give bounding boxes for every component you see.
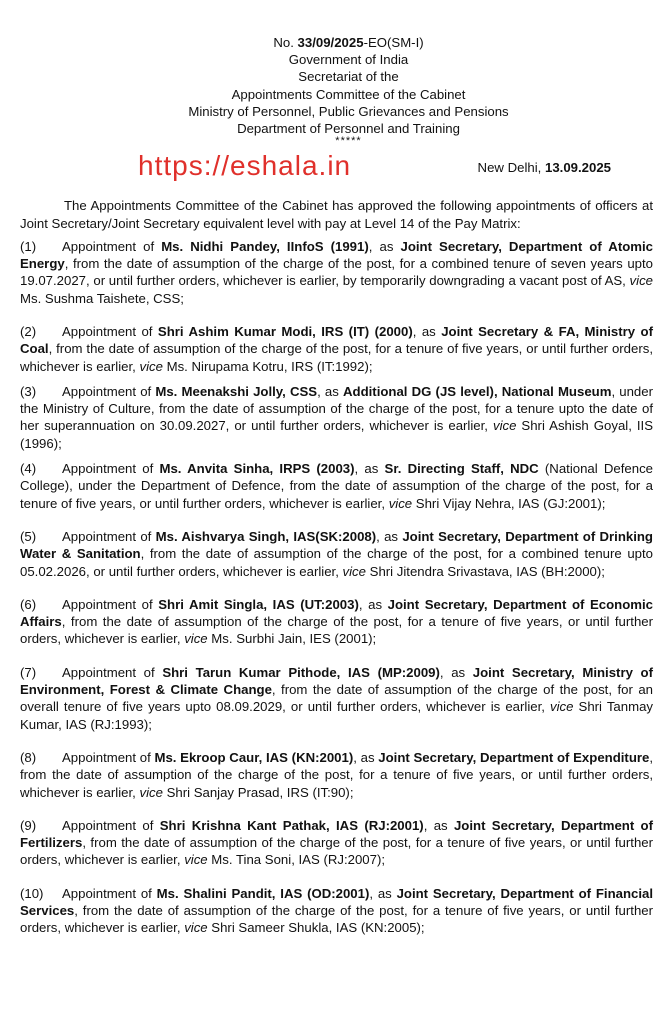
- appointment-post: Joint Secretary, Ministry of Environment, Forest & Climate Change: [20, 664, 653, 698]
- appointment-item: [20, 817, 653, 869]
- appointee-name: Shri Tarun Kumar Pithode, IAS (MP:2009): [162, 664, 440, 680]
- predecessor-name: Ms. Sushma Taishete, CSS;: [20, 290, 184, 306]
- appointment-connector: , as: [317, 383, 343, 399]
- vice-label: vice: [629, 273, 653, 289]
- appointment-item: [20, 238, 653, 307]
- appointment-number: (3): [20, 383, 37, 399]
- appointment-item: [20, 596, 653, 648]
- letter-header: [20, 0, 653, 146]
- appointee-name: Shri Amit Singla, IAS (UT:2003): [158, 596, 359, 612]
- predecessor-name: Shri Jitendra Srivastava, IAS (BH:2000);: [365, 563, 605, 579]
- vice-label: vice: [184, 920, 208, 936]
- appointment-terms: , from the date of assumption of the charge of the post, for a tenure of five years, or until further orders, whichever is earlier,: [20, 614, 653, 647]
- appointment-terms: , from the date of assumption of the charge of the post, for a tenure of five years, or until further orders, whichever is earlier,: [20, 341, 653, 374]
- appointment-list: [20, 238, 653, 937]
- vice-label: vice: [184, 852, 208, 868]
- appointment-post: Joint Secretary, Department of Financial Services: [20, 885, 654, 919]
- appointment-lead-text: Appointment of: [62, 324, 158, 339]
- appointment-connector: , as: [412, 324, 442, 339]
- appointment-item: [20, 664, 653, 733]
- appointee-name: Ms. Ekroop Caur, IAS (KN:2001): [154, 749, 354, 765]
- appointment-terms: , from the date of assumption of the charge of the post, for a combined tenure of seven years upto 19.07.2027, or until further orders, whichever is earlier, by temporarily downgrading a vacant post of AS,: [20, 256, 653, 289]
- predecessor-name: Shri Vijay Nehra, IAS (GJ:2001);: [412, 495, 606, 511]
- predecessor-name: Ms. Tina Soni, IAS (RJ:2007);: [207, 852, 386, 868]
- vice-label: vice: [139, 784, 163, 800]
- appointment-item: [20, 383, 653, 452]
- appointment-number: (6): [20, 596, 37, 612]
- header-stars: *****: [335, 135, 362, 148]
- predecessor-name: Ms. Surbhi Jain, IES (2001);: [207, 631, 377, 647]
- appointment-item: [20, 460, 653, 512]
- appointment-post: Joint Secretary & FA, Ministry of Coal: [20, 324, 653, 357]
- appointee-name: Shri Ashim Kumar Modi, IRS (IT) (2000): [157, 324, 413, 339]
- appointment-connector: , as: [376, 528, 403, 544]
- date-line: New Delhi, 13.09.2025: [477, 160, 611, 176]
- vice-label: vice: [184, 631, 208, 647]
- appointment-number: (7): [20, 664, 37, 680]
- appointment-number: (9): [20, 817, 37, 833]
- appointment-post: Joint Secretary, Department of Economic Affairs: [20, 596, 654, 630]
- appointee-name: Ms. Meenakshi Jolly, CSS: [155, 383, 318, 399]
- appointment-terms: , from the date of assumption of the charge of the post, for a tenure of five years, or until further orders, whichever is earlier,: [20, 903, 653, 936]
- appointment-lead-text: Appointment of: [62, 749, 155, 765]
- header-government: Government of India: [288, 52, 409, 68]
- vice-label: vice: [388, 495, 413, 511]
- appointment-item: [20, 323, 653, 375]
- appointment-connector: , as: [353, 749, 379, 765]
- intro-paragraph: The Appointments Committee of the Cabinet has approved the following appointments of officers at Joint Secretary/Joint Secretary equivalent level with pay at Level 14 of the Pay Matrix:: [20, 198, 653, 231]
- appointment-connector: , as: [423, 817, 454, 833]
- header-ministry: Ministry of Personnel, Public Grievances and Pensions: [188, 103, 509, 119]
- appointment-terms: , from the date of assumption of the charge of the post, for an overall tenure of five years upto 08.09.2029, or until further orders, whichever is earlier,: [20, 682, 653, 715]
- appointment-connector: , as: [358, 596, 388, 612]
- appointee-name: Ms. Shalini Pandit, IAS (OD:2001): [156, 885, 370, 901]
- watermark-date-row: [20, 150, 653, 184]
- predecessor-name: Shri Ashish Goyal, IIS (1996);: [20, 418, 653, 451]
- appointment-lead-text: Appointment of: [62, 664, 163, 680]
- appointment-lead-text: Appointment of: [62, 885, 157, 901]
- appointment-number: (4): [20, 461, 37, 477]
- appointment-number: (2): [20, 324, 37, 339]
- appointment-item: [20, 528, 653, 580]
- appointment-terms: , from the date of assumption of the charge of the post, for a combined tenure upto 05.02.2026, or until further orders, whichever is earlier,: [20, 546, 653, 579]
- appointment-item: [20, 749, 653, 801]
- appointee-name: Ms. Anvita Sinha, IRPS (2003): [159, 461, 355, 477]
- appointment-post: Joint Secretary, Department of Expenditure: [378, 749, 650, 765]
- appointment-post: Additional DG (JS level), National Museum: [343, 383, 612, 399]
- reference-number: No. 33/09/2025-EO(SM-I): [273, 35, 424, 50]
- header-secretariat: Secretariat of the: [298, 69, 399, 85]
- appointment-number: (8): [20, 749, 37, 765]
- appointment-lead-text: Appointment of: [62, 528, 156, 544]
- appointment-terms: , under the Ministry of Culture, from the date of assumption of the charge of the post, for a tenure upto the date of her superannuation on 30.09.2027, or until further orders, whichever is earlier,: [20, 383, 653, 434]
- appointment-terms: , from the date of assumption of the charge of the post, for a tenure of five years, or until further orders, whichever is earlier,: [20, 749, 654, 800]
- appointment-number: (1): [20, 238, 37, 254]
- header-committee: Appointments Committee of the Cabinet: [231, 86, 466, 102]
- appointment-terms: , from the date of assumption of the charge of the post, for a tenure of five years, or until further orders, whichever is earlier,: [20, 835, 653, 868]
- appointment-post: Joint Secretary, Department of Atomic Energy: [20, 238, 653, 272]
- appointment-connector: , as: [368, 238, 401, 254]
- predecessor-name: Shri Sanjay Prasad, IRS (IT:90);: [162, 784, 354, 800]
- predecessor-name: Shri Tanmay Kumar, IAS (RJ:1993);: [20, 699, 653, 732]
- appointment-connector: , as: [369, 885, 397, 901]
- appointment-lead-text: Appointment of: [62, 596, 159, 612]
- appointment-post: Joint Secretary, Department of Drinking Water & Sanitation: [20, 528, 653, 562]
- appointee-name: Ms. Nidhi Pandey, IInfoS (1991): [161, 238, 369, 254]
- appointment-item: [20, 885, 653, 937]
- predecessor-name: Ms. Nirupama Kotru, IRS (IT:1992);: [162, 358, 373, 374]
- appointment-terms: (National Defence College), under the Department of Defence, from the date of assumption of the charge of the post, for a tenure of five years, or until further orders, whichever is earlier,: [20, 461, 653, 511]
- appointment-connector: , as: [354, 461, 385, 477]
- appointment-post: Joint Secretary, Department of Fertilizers: [20, 817, 654, 851]
- appointment-lead-text: Appointment of: [62, 461, 160, 477]
- appointee-name: Shri Krishna Kant Pathak, IAS (RJ:2001): [159, 817, 424, 833]
- appointment-post: Sr. Directing Staff, NDC: [384, 461, 539, 477]
- predecessor-name: Shri Sameer Shukla, IAS (KN:2005);: [207, 920, 425, 936]
- appointee-name: Ms. Aishvarya Singh, IAS(SK:2008): [155, 528, 377, 544]
- vice-label: vice: [492, 418, 517, 434]
- appointment-connector: , as: [439, 664, 473, 680]
- watermark-url: https://eshala.in: [138, 150, 352, 182]
- appointment-lead-text: Appointment of: [62, 817, 160, 833]
- appointment-lead-text: Appointment of: [62, 238, 162, 254]
- appointment-number: (10): [20, 885, 44, 901]
- appointment-lead-text: Appointment of: [62, 383, 156, 399]
- vice-label: vice: [342, 563, 366, 579]
- appointment-number: (5): [20, 528, 37, 544]
- vice-label: vice: [139, 358, 163, 374]
- header-department: Department of Personnel and Training: [237, 121, 460, 137]
- vice-label: vice: [550, 699, 574, 715]
